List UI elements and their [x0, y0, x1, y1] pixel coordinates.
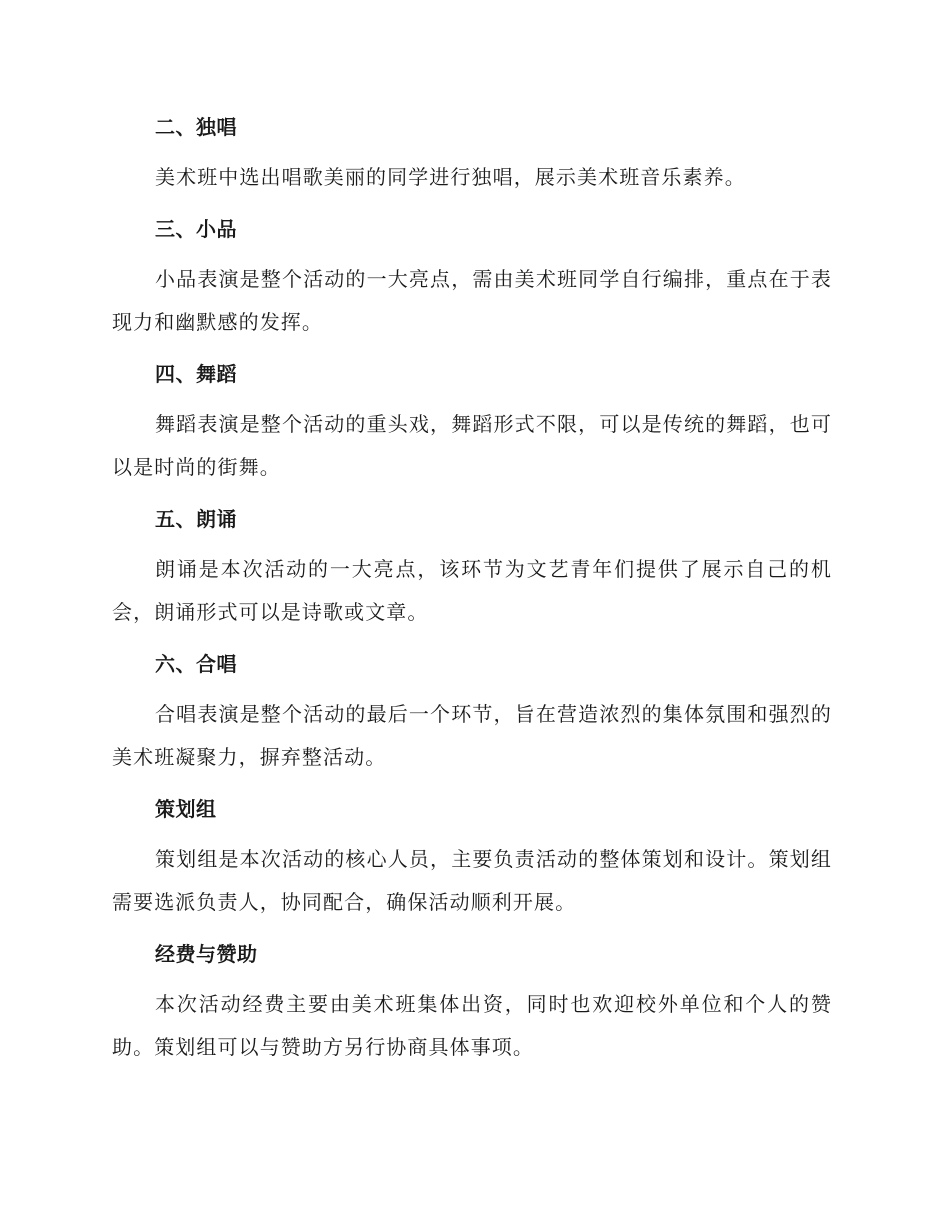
section-paragraph: 本次活动经费主要由美术班集体出资，同时也欢迎校外单位和个人的赞助。策划组可以与赞助方另行协商具体事项。: [112, 992, 832, 1059]
section-paragraph: 舞蹈表演是整个活动的重头戏，舞蹈形式不限，可以是传统的舞蹈，也可以是时尚的街舞。: [112, 412, 832, 479]
section-heading: 六、合唱: [155, 652, 237, 676]
section-funding-sponsorship: [112, 933, 832, 1069]
section-recitation: [112, 498, 832, 634]
section-dance: [112, 353, 832, 489]
section-paragraph: 小品表演是整个活动的一大亮点，需由美术班同学自行编排，重点在于表现力和幽默感的发挥。: [112, 267, 832, 334]
section-paragraph: 合唱表演是整个活动的最后一个环节，旨在营造浓烈的集体氛围和强烈的美术班凝聚力，摒弃整活动。: [112, 702, 832, 769]
section-planning-group: [112, 788, 832, 924]
section-heading: 经费与赞助: [155, 942, 258, 966]
section-heading: 二、独唱: [155, 115, 237, 139]
section-chorus: [112, 643, 832, 779]
section-solo: [112, 106, 832, 199]
section-heading: 策划组: [155, 797, 217, 821]
section-paragraph: 美术班中选出唱歌美丽的同学进行独唱，展示美术班音乐素养。: [155, 165, 746, 189]
section-paragraph: 策划组是本次活动的核心人员，主要负责活动的整体策划和设计。策划组需要选派负责人，协同配合，确保活动顺利开展。: [112, 847, 832, 914]
section-paragraph: 朗诵是本次活动的一大亮点，该环节为文艺青年们提供了展示自己的机会，朗诵形式可以是诗歌或文章。: [112, 557, 832, 624]
section-skit: [112, 208, 832, 344]
document-body: [112, 106, 832, 1069]
section-heading: 三、小品: [155, 217, 237, 241]
section-heading: 五、朗诵: [155, 507, 237, 531]
section-heading: 四、舞蹈: [155, 362, 237, 386]
